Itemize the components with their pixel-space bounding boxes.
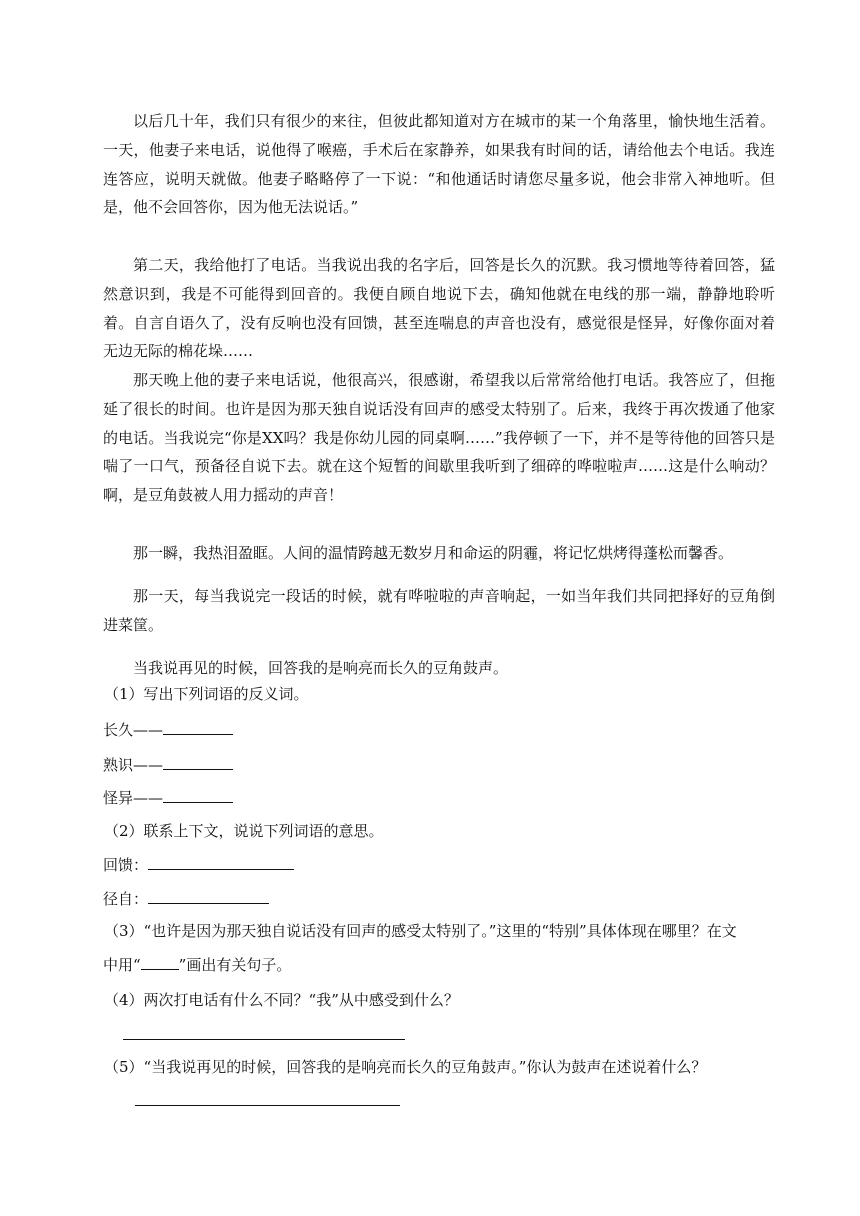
- question-1-item-2: [103, 755, 233, 775]
- passage-paragraph-3: 那天晚上他的妻子来电话说，他很高兴，很感谢，希望我以后常常给他打电话。我答应了，但拖延了很长的时间。也许是因为那天独自说话没有回声的感受太特别了。后来，我终于再次拨通了他家的电话。当我说完“你是XX吗？我是你幼儿园的同桌啊……”我停顿了一下，并不是等待他的回答只是喘了一口气，预备径自说下去。就在这个短暂的间歇里我听到了细碎的哗啦啦声……这是什么响动？啊，是豆角鼓被人用力摇动的声音！: [103, 371, 775, 505]
- sample-underline-blank: [141, 955, 179, 970]
- question-1-word-3: 怪异——: [103, 789, 164, 807]
- question-2-word-2: 径自：: [103, 890, 149, 908]
- answer-blank[interactable]: [163, 755, 233, 770]
- question-4-answer-line[interactable]: [123, 1039, 405, 1040]
- question-3-text-after: ”画出有关句子。: [178, 956, 292, 974]
- question-2-word-1: 回馈：: [103, 856, 149, 874]
- passage-paragraph-4: 那一瞬，我热泪盈眶。人间的温情跨越无数岁月和命运的阴霾，将记忆烘烤得蓬松而馨香。: [133, 544, 734, 562]
- question-1-word-1: 长久——: [103, 721, 164, 739]
- answer-blank[interactable]: [163, 720, 233, 735]
- question-1-item-1: [103, 720, 233, 740]
- question-5-answer-line[interactable]: [135, 1105, 400, 1106]
- answer-blank[interactable]: [148, 889, 269, 904]
- question-3-text-before: 中用“: [103, 956, 141, 974]
- passage-paragraph-5: 那一天，每当我说完一段话的时候，就有哗啦啦的声音响起，一如当年我们共同把择好的豆角倒进菜筐。: [103, 587, 775, 634]
- question-3-line-2: [103, 955, 291, 975]
- passage-paragraph-2: 第二天，我给他打了电话。当我说出我的名字后，回答是长久的沉默。我习惯地等待着回答，猛然意识到，我是不可能得到回音的。我便自顾自地说下去，确知他就在电线的那一端，静静地聆听着。自言自语久了，没有反响也没有回馈，甚至连喘息的声音也没有，感觉很是怪异，好像你面对着无边无际的棉花垛……: [103, 256, 775, 361]
- passage-paragraph-1: 以后几十年，我们只有很少的来往，但彼此都知道对方在城市的某一个角落里，愉快地生活着。一天，他妻子来电话，说他得了喉癌，手术后在家静养，如果我有时间的话，请给他去个电话。我连连答应，说明天就做。他妻子略略停了一下说：“和他通话时请您尽量多说，他会非常入神地听。但是，他不会回答你，因为他无法说话。”: [103, 112, 775, 217]
- question-2-stem: （2）联系上下文，说说下列词语的意思。: [104, 822, 384, 840]
- passage-paragraph-6: 当我说再见的时候，回答我的是响亮而长久的豆角鼓声。: [133, 659, 509, 677]
- question-1-stem: （1）写出下列词语的反义词。: [104, 685, 309, 703]
- question-3-line-1: （3）“也许是因为那天独自说话没有回声的感受太特别了。”这里的“特别”具体体现在哪里？在文: [104, 922, 737, 940]
- question-2-item-2: [103, 889, 269, 909]
- question-4-stem: （4）两次打电话有什么不同？“我”从中感受到什么？: [104, 991, 459, 1009]
- answer-blank[interactable]: [163, 788, 233, 803]
- question-1-word-2: 熟识——: [103, 756, 164, 774]
- question-2-item-1: [103, 855, 294, 875]
- question-5-stem: （5）“当我说再见的时候，回答我的是响亮而长久的豆角鼓声。”你认为鼓声在述说着什么？: [104, 1058, 707, 1076]
- answer-blank[interactable]: [148, 855, 294, 870]
- question-1-item-3: [103, 788, 233, 808]
